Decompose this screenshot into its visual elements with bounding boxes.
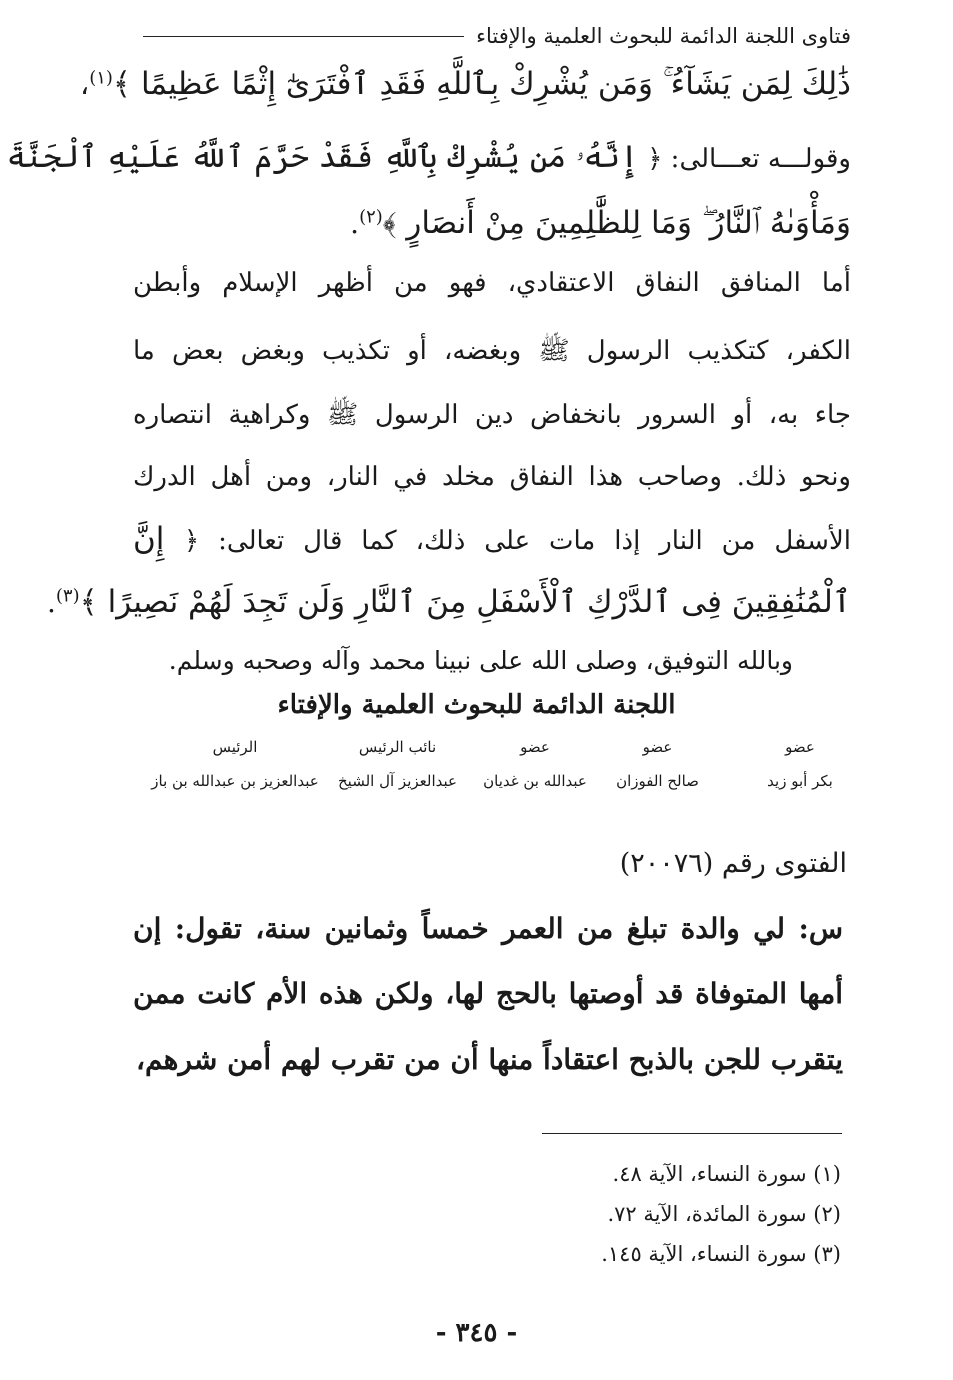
signatory-role: عضو	[642, 738, 673, 756]
signatory-name: عبدالله بن غديان	[483, 772, 587, 790]
closing-line: وبالله التوفيق، وصلى الله على نبينا محمد وآله وصحبه وسلم.	[168, 646, 793, 675]
question-line-2: أمها المتوفاة قد أوصتها بالحج لها، ولكن هذه الأم كانت ممن	[133, 977, 843, 1010]
footnote-ref: (٣)	[55, 585, 80, 607]
signatory-role: عضو	[785, 738, 815, 756]
intro-text: وقولـــه تعـــالى: ﴿	[647, 144, 851, 174]
body-line-7: ونحو ذلك. وصاحب هذا النفاق مخلد في النار، ومن أهل الدرك	[133, 462, 851, 492]
body-line-8	[133, 521, 851, 557]
signatory-role: نائب الرئيس	[358, 738, 437, 756]
footnote-rule	[542, 1133, 842, 1134]
signatory-member-4	[325, 738, 470, 790]
signatory-member-3	[475, 738, 595, 790]
signatory-role: عضو	[520, 738, 550, 756]
body-line-3	[350, 205, 851, 242]
body-line-9	[46, 584, 851, 620]
footnote-1: (١) سورة النساء، الآية ٤٨.	[612, 1162, 841, 1186]
header-rule	[143, 36, 464, 37]
footnote-ref: (١)	[89, 67, 113, 89]
signatory-member-1	[755, 738, 845, 790]
question-line-3: يتقرب للجن بالذبح اعتقاداً منها أن من تقرب لهم أمن شرهم،	[136, 1043, 843, 1076]
signatory-name: صالح الفوزان	[616, 772, 699, 790]
signatory-name: عبدالعزيز آل الشيخ	[338, 772, 457, 790]
header-title: فتاوى اللجنة الدائمة للبحوث العلمية والإفتاء	[476, 24, 851, 48]
quran-text: إِنَّهُۥ مَن يُشْرِكْ بِٱللَّهِ فَقَدْ حَرَّمَ ٱللَّهُ عَلَيْهِ ٱلْجَنَّةَ	[6, 139, 639, 175]
punctuation: .	[350, 207, 360, 240]
body-line-1	[80, 66, 851, 103]
body-text: الأسفل من النار إذا مات على ذلك، كما قال تعالى: ﴿	[183, 526, 851, 556]
body-line-6: جاء به، أو السرور بانخفاض دين الرسول ﷺ وكراهية انتصاره	[133, 400, 851, 430]
fatwa-number: الفتوى رقم (٢٠٠٧٦)	[619, 848, 847, 879]
page-number: - ٣٤٥ -	[435, 1318, 518, 1348]
quran-text: وَمَأْوَىٰهُ ٱلنَّارُ ۖ وَمَا لِلظَّٰلِمِينَ مِنْ أَنصَارٍ ﴾	[382, 205, 851, 241]
running-header	[143, 18, 851, 54]
signatory-name: بكر أبو زيد	[767, 772, 833, 790]
punctuation: ،	[80, 68, 90, 101]
quran-text: ٱلْمُنَٰفِقِينَ فِى ٱلدَّرْكِ ٱلْأَسْفَلِ مِنَ ٱلنَّارِ وَلَن تَجِدَ لَهُمْ نَصِيرًا ﴾	[79, 584, 851, 620]
quran-text: إِنَّ	[133, 521, 165, 557]
punctuation: .	[46, 586, 56, 619]
question-line-1: س: لي والدة تبلغ من العمر خمساً وثمانين سنة، تقول: إن	[133, 912, 843, 945]
footnote-ref: (٢)	[359, 206, 383, 228]
body-line-2	[6, 139, 851, 176]
footnote-2: (٢) سورة المائدة، الآية ٧٢.	[607, 1202, 841, 1226]
signatory-member-5	[150, 738, 320, 790]
footnote-3: (٣) سورة النساء، الآية ١٤٥.	[601, 1242, 841, 1266]
committee-title: اللجنة الدائمة للبحوث العلمية والإفتاء	[277, 690, 676, 720]
signatory-name: عبدالعزيز بن عبدالله بن باز	[151, 772, 319, 790]
body-line-4: أما المنافق النفاق الاعتقادي، فهو من أظهر الإسلام وأبطن	[133, 268, 851, 298]
quran-text: ذَٰلِكَ لِمَن يَشَآءُ ۚ وَمَن يُشْرِكْ بِٱللَّهِ فَقَدِ ٱفْتَرَىٰٓ إِثْمًا عَظِيمًا ﴾	[112, 66, 851, 102]
body-line-5: الكفر، كتكذيب الرسول ﷺ وبغضه، أو تكذيب وبغض بعض ما	[133, 336, 851, 366]
signatory-role: الرئيس	[212, 738, 258, 756]
signatory-member-2	[600, 738, 715, 790]
